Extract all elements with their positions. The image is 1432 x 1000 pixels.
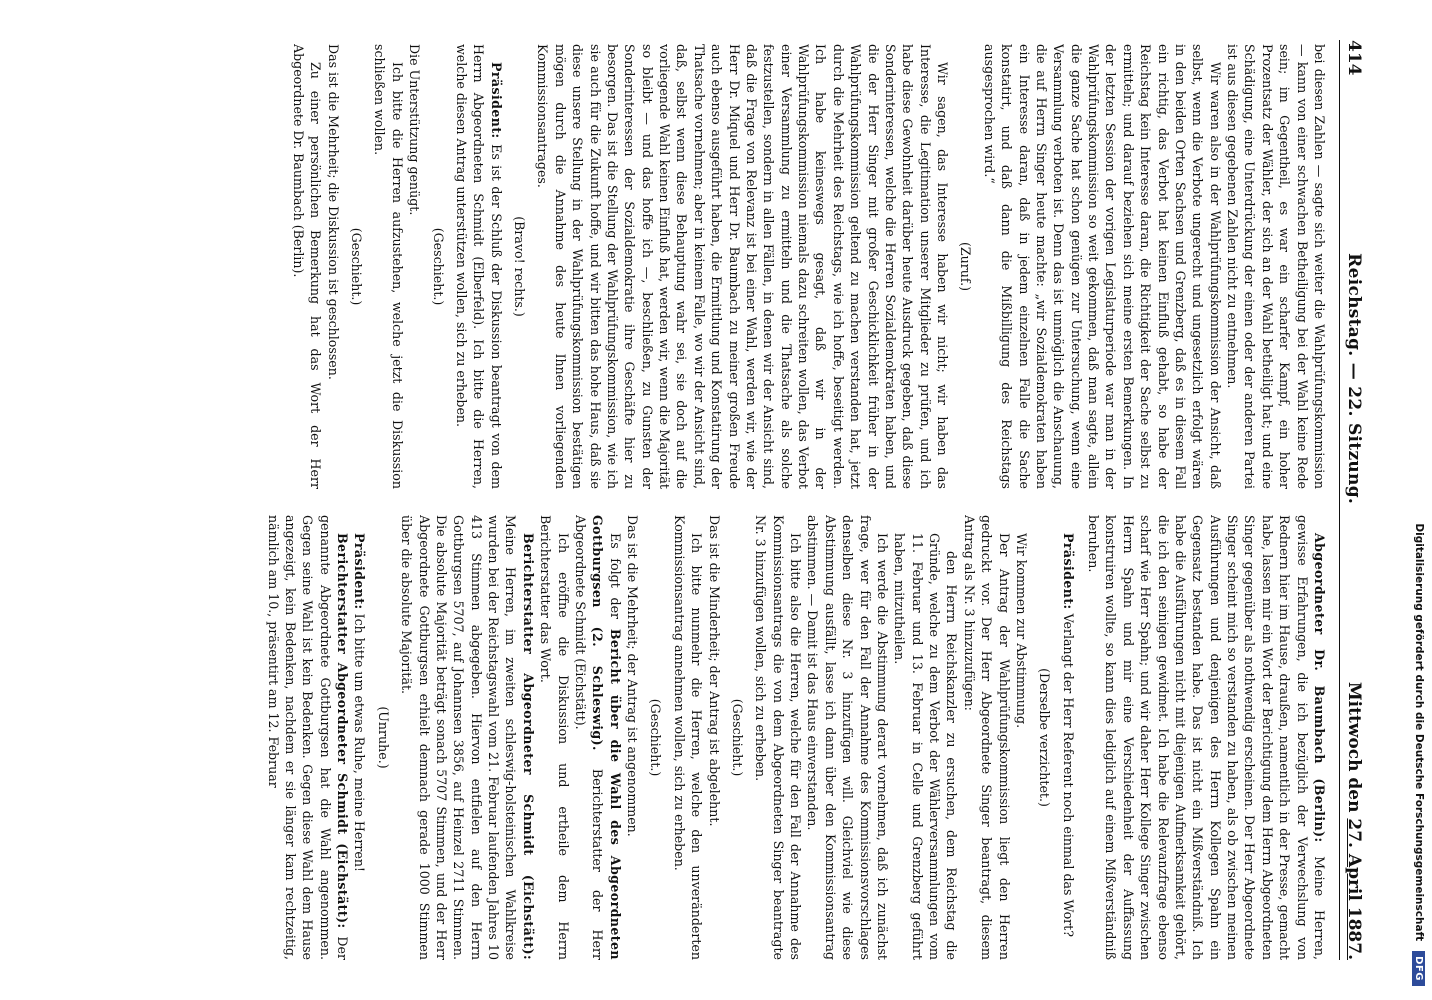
agenda-intro: Es folgt der bbox=[607, 533, 623, 620]
paragraph bbox=[264, 515, 351, 960]
paragraph bbox=[1085, 515, 1328, 960]
paragraph: Wir waren also in der Wahlprüfungskommission der Ansicht, daß selbst, wenn die Verbote ungerecht und ungesetzlich erfolgt wären in den beiden Orten Sachsen und Grenzberg, daß es in diesem Fall ein richtig, das Verbot hat keinen Einfluß gehabt, so habe der Reichstag kein Interesse daran, die Richtigkeit der Sache selbst zu ermitteln; und darauf beziehen sich meine ersten Bemerkungen. In der letzten Session der vorigen Legislaturperiode war man in der Wahlprüfungskommission so weit gekommen, daß man sagte, allein die ganze Sache hat schon genügen zur Untersuchung, wenn eine Versammlung verboten ist. Denn das ist unmöglich die Anschauung, die auf Herrn Singer heute machte: „wir Sozialdemokraten haben ein Interesse daran, daß in jedem einzelnen Falle die Sache konstatirt, und daß dann die Mißbilligung des Reichstags ausgesprochen wird.“ bbox=[981, 44, 1223, 489]
paragraph: Ich bitte nunmehr die Herren, welche den unveränderten Kommissionsantrag annehmen wollen, sich zu erheben. bbox=[671, 515, 705, 960]
text-columns bbox=[30, 44, 1328, 960]
paragraph: Zu einer persönlichen Bemerkung hat das Wort der Herr Abgeordnete Dr. Baumbach (Berlin). bbox=[291, 44, 324, 489]
interjection: (Zuruf.) bbox=[958, 241, 974, 292]
paragraph: Ich eröffne die Diskussion und ertheile dem Herrn Berichterstatter das Wort. bbox=[538, 515, 571, 960]
paragraph: Ich bitte also die Herren, welche für den Fall der Annahme des Kommissionsantrags die von dem Abgeordneten Singer beantragte Nr. 3 hinzufügen wollen, sich zu erheben. bbox=[753, 515, 804, 960]
stage-direction: (Geschieht.) bbox=[430, 227, 446, 306]
left-column bbox=[30, 44, 1328, 489]
speech: Es ist der Schluß der Diskussion beantragt von dem Herrn Abgeordneten Schmidt (Elberfeld). Ich bitte die Herren, welche diesen Antrag unterstützen wollen, sich zu erheben. bbox=[454, 44, 504, 489]
session-date bbox=[1344, 682, 1364, 960]
stage-direction: (Derselbe verzichtet.) bbox=[1037, 668, 1053, 807]
date-prefix: Mittwoch den bbox=[1344, 681, 1364, 813]
paragraph: bei diesen Zahlen — sagte sich weiter die Wahlprüfungskommission — kann von einer schwachen Betheiligung bei der Wahl keine Rede sein; im Gegentheil, es war ein scharfer Kampf, ein hoher Prozentsatz der Wähler, der sich an der Wahl betheiligt hat; und eine Schädigung, eine Unterdrückung der einen oder der anderen Partei ist aus diesen gegebenen Zahlen nicht zu entnehmen. bbox=[1225, 44, 1327, 489]
speech: Verlangt der Herr Referent noch einmal das Wort? bbox=[1060, 613, 1076, 937]
agenda-item: Bericht über die Wahl des Abgeordneten Gottburgsen (2. Schleswig). bbox=[590, 515, 623, 960]
page-number: 414 bbox=[1344, 40, 1364, 76]
paragraph: Wir kommen zur Abstimmung. bbox=[1014, 533, 1029, 729]
digitization-note-text: Digitalisierung gefördert durch die Deutsche Forschungsgemeinschaft bbox=[1413, 523, 1425, 942]
date-value: 27. April 1887. bbox=[1344, 818, 1364, 960]
speaker: Berichterstatter Abgeordneter Schmidt (Eichstätt): bbox=[520, 533, 536, 960]
speaker: Berichterstatter Abgeordneter Schmidt (Eichstätt): bbox=[335, 533, 351, 929]
applause: (Bravo! rechts.) bbox=[512, 216, 528, 317]
paragraph bbox=[453, 44, 505, 489]
paragraph bbox=[398, 515, 537, 960]
paragraph bbox=[351, 515, 368, 960]
stage-direction: (Geschieht.) bbox=[730, 698, 745, 777]
paragraph: Die Unterstützung genügt. bbox=[407, 44, 423, 216]
paragraph bbox=[572, 515, 624, 960]
paragraph: Der Antrag der Wahlprüfungskommission liegt den Herren gedruckt vor. Der Herr Abgeordnete Singer beantragt, diesem Antrag als Nr. 3 hinzuzufügen: bbox=[961, 515, 1012, 960]
digitization-note bbox=[1406, 0, 1432, 1000]
stage-direction: (Geschieht.) bbox=[349, 227, 365, 306]
dfg-logo: DFG bbox=[1413, 951, 1426, 986]
paragraph: Das ist die Mehrheit; der Antrag ist angenommen. bbox=[625, 515, 641, 837]
agenda-rapporteur: Berichterstatter der Herr Abgeordnete Schmidt (Eichstätt). bbox=[573, 515, 606, 960]
speaker: Präsident: bbox=[488, 62, 504, 139]
speech: Ich bitte um etwas Ruhe, meine Herren! bbox=[352, 613, 368, 872]
speaker: Präsident: bbox=[1060, 533, 1076, 610]
speaker: Abgeordneter Dr. Baumbach (Berlin): bbox=[1312, 533, 1327, 843]
paragraph: Ich werde die Abstimmung derart vornehmen, daß ich zunächst frage, wer für den Fall der Annahme des Kommissionsvorschlages denselben diese Nr. 3 hinzufügen will. Gleichviel wie diese Abstimmung ausfällt, lasse ich dann über den Kommissionsantrag abstimmen. — Damit ist das Haus einverstanden. bbox=[805, 515, 890, 960]
page-header bbox=[1339, 40, 1374, 960]
running-title: Reichstag. — 22. Sitzung. bbox=[1344, 253, 1364, 505]
paragraph: Ich bitte die Herren aufzustehen, welche jetzt die Diskussion schließen wollen. bbox=[372, 44, 405, 489]
quoted-motion: den Herrn Reichskanzler zu ersuchen, dem Reichstag die Gründe, welche zu dem Verbot der Wählerversammlungen vom 11. Februar und 13. Februar in Celle und Grenzberg geführt haben, mitzutheilen. bbox=[892, 533, 960, 960]
paragraph: Das ist die Minderheit; der Antrag ist abgelehnt. bbox=[706, 515, 722, 827]
speech: Meine Herren, gewisse Erfahrungen, die ich bezüglich der Verwechslung von Rednern hier im Hause, draußen, namentlich in der Presse, gemacht habe, lassen mir ein Wort der Berichtigung dem Herrn Abgeordneten Singer gegenüber als nothwendig erscheinen. Der Herr Abgeordnete Singer scheint mich so verstanden zu haben, als ob zwischen meinen Ausführungen und denjenigen des Herrn Kollegen Spahn ein Gegensatz bestanden habe. Das ist nicht ein Mißverständniß. Ich habe die Ausführungen nicht mit diejenigen Aufmerksamkeit gehört, die ich den seinigen gewidmet. Ich habe die Relevanzfrage ebenso scharf wie Herr Spahn; und wir daher Herr Kollege Singer zwischen Herrn Spahn und mir eine Verschiedenheit der Auffassung konstruiren wollte, so kann dies lediglich auf einem Mißverständniß beruhen. bbox=[1086, 515, 1327, 960]
paragraph bbox=[1059, 515, 1076, 960]
paragraph: Das ist die Mehrheit; die Diskussion ist geschlossen. bbox=[325, 44, 341, 380]
speech: Meine Herren, im zweiten schleswig-holsteinischen Wahlkreise wurden bei der Reichstagswahl vom 21. Februar laufenden Jahres 10 413 Stimmen abgegeben. Hiervon entfielen auf den Herrn Gottburgsen 5707, auf Johannsen 3856, auf Heinzel 2711 Stimmen. Die absolute Majorität beträgt sonach 5707 Stimmen, und der Herr Abgeordnete Gottburgsen erhielt demnach gerade 1000 Stimmen über die absolute Majorität. bbox=[399, 515, 519, 960]
right-column bbox=[30, 515, 1328, 960]
paragraph: Wir sagen, das Interesse haben wir nicht; wir haben das Interesse, die Legitimation unserer Mitglieder zu prüfen, und ich habe diese Gewohnheit darüber heute Ausdruck gegeben, daß diese Sonderinteressen, welche die Herren Sozialdemokraten haben, und die der Herr Singer mit großer Geschicklichkeit früher in der Wahlprüfungskommission geltend zu machen verstanden hat, jetzt durch die Mehrheit des Reichstags, wie ich hoffe, beseitigt werden. Ich habe keineswegs gesagt, daß wir in der Wahlprüfungskommission niemals dazu schreiten wollen, das Verbot einer Versammlung zu ermitteln und die Thatsache als solche festzustellen, sondern in allen Fällen, in denen wir der Ansicht sind, daß die Frage von Relevanz ist bei einer Wahl, werden wir, wie der Herr Dr. Miquel und Herr Dr. Baumbach zu meiner großen Freude auch ebenso ausgeführt haben, die Ermittlung und Konstatirung der Thatsache vornehmen; aber in keinem Falle, wo wir der Ansicht sind, daß, selbst wenn diese Behauptung wahr sei, sie doch auf die vorliegende Wahl keinen Einfluß hat, werden wir, wenn die Majorität so bleibt — und das hoffe ich —, beschließen, zu Gunsten der Sonderinteressen der Sozialdemokratie ihre Geschäfte hier zu besorgen. Das ist die Stellung der Wahlprüfungskommission, wie ich sie auch für die Zukunft hoffe, und wir bitten das hohe Haus, daß sie diese unsere Stellung in der Wahlprüfungskommission bestätigen mögen durch die Annahme des heute Ihnen vorliegenden Kommissionsantrages. bbox=[535, 44, 951, 489]
speech: Der genannte Abgeordnete Gottburgsen hat die Wahl angenommen. Gegen seine Wahl ist kein Bedenken. Gegen diese Wahl dem Hause angezeigt, kein Bedenken, nachdem er sie länger kam rechtzeitig, nämlich am 10., präsentirt am 12. Februar bbox=[265, 515, 351, 960]
stage-direction: (Unruhe.) bbox=[375, 706, 391, 769]
stage-direction: (Geschieht.) bbox=[648, 698, 664, 777]
speaker: Präsident: bbox=[352, 533, 368, 610]
